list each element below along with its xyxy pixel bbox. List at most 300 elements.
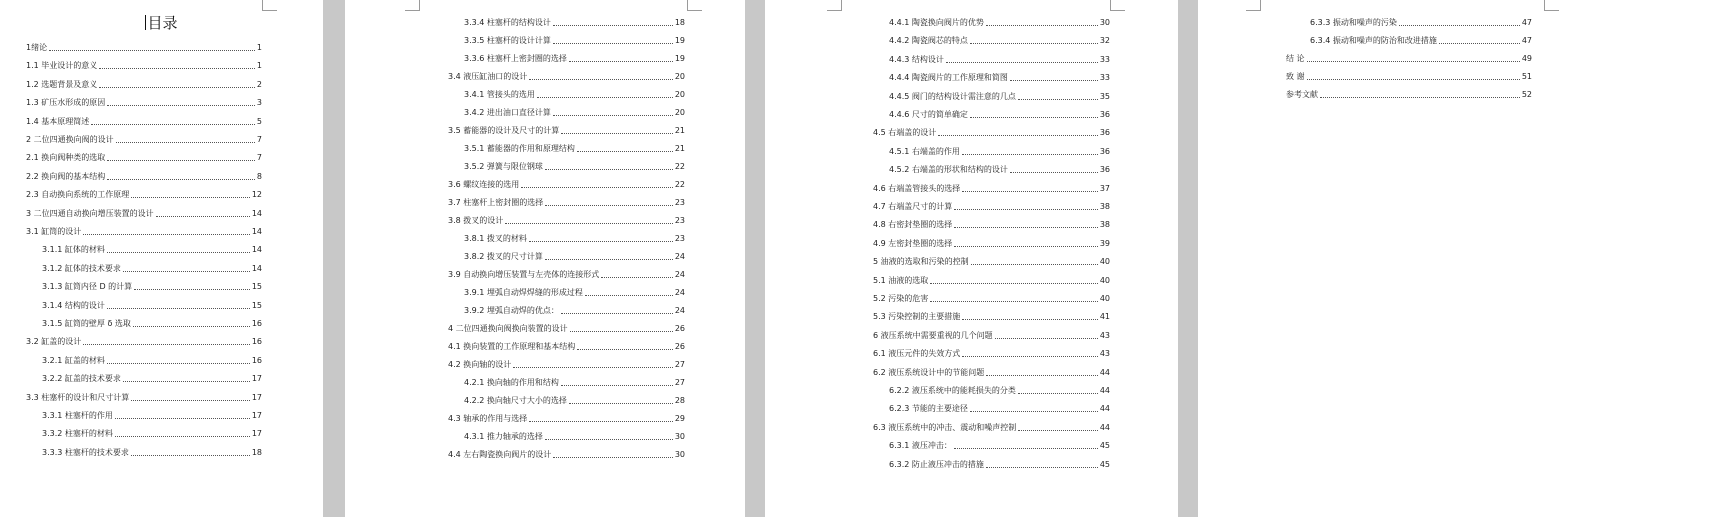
toc-entry[interactable] bbox=[26, 42, 262, 53]
toc-dot-leader bbox=[91, 124, 255, 125]
toc-entry-title: 3.3.2 柱塞杆的材料 bbox=[42, 429, 113, 438]
toc-entry-title: 5.1 油液的选取 bbox=[873, 276, 929, 285]
toc-entry-title: 3.1.2 缸体的技术要求 bbox=[42, 264, 121, 273]
toc-entry-page-number: 19 bbox=[674, 54, 685, 63]
toc-entry-page-number: 14 bbox=[251, 264, 262, 273]
toc-dot-leader bbox=[986, 25, 1098, 26]
toc-entry[interactable] bbox=[889, 17, 1110, 28]
toc-entry-page-number: 40 bbox=[1099, 294, 1110, 303]
toc-entry[interactable] bbox=[448, 413, 685, 424]
toc-dot-leader bbox=[954, 448, 1098, 449]
toc-dot-leader bbox=[970, 117, 1098, 118]
page-gap bbox=[1178, 0, 1198, 517]
toc-entry[interactable] bbox=[464, 377, 685, 388]
toc-entry[interactable] bbox=[889, 459, 1110, 470]
toc-dot-leader bbox=[1010, 80, 1098, 81]
toc-entry[interactable] bbox=[42, 447, 262, 458]
toc-dot-leader bbox=[99, 68, 255, 69]
toc-entry-title: 4.5.1 右端盖的作用 bbox=[889, 147, 960, 156]
toc-entry-page-number: 27 bbox=[674, 360, 685, 369]
toc-entry[interactable] bbox=[26, 116, 262, 127]
toc-entry-title: 3.3.4 柱塞杆的结构设计 bbox=[464, 18, 551, 27]
toc-dot-leader bbox=[1320, 97, 1520, 98]
toc-entry-page-number: 22 bbox=[674, 162, 685, 171]
toc-entry[interactable] bbox=[873, 293, 1110, 304]
toc-entry-title: 4.9 左密封垫圈的选择 bbox=[873, 239, 953, 248]
toc-entry[interactable] bbox=[1286, 53, 1532, 64]
toc-dot-leader bbox=[131, 455, 250, 456]
toc-entry-title: 6.2 液压系统设计中的节能问题 bbox=[873, 368, 985, 377]
toc-entry[interactable] bbox=[464, 53, 685, 64]
toc-entry-title: 5.2 污染的危害 bbox=[873, 294, 929, 303]
toc-entry-page-number: 2 bbox=[256, 80, 262, 89]
toc-entry-title: 6.3 液压系统中的冲击、震动和噪声控制 bbox=[873, 423, 1017, 432]
toc-entry-page-number: 17 bbox=[251, 393, 262, 402]
toc-entry-page-number: 14 bbox=[251, 227, 262, 236]
toc-entry-page-number: 21 bbox=[674, 126, 685, 135]
toc-dot-leader bbox=[131, 197, 250, 198]
toc-dot-leader bbox=[577, 151, 673, 152]
toc-entry[interactable] bbox=[42, 244, 262, 255]
toc-entry-title: 1.3 矿压水形成的原因 bbox=[26, 98, 106, 107]
toc-entry[interactable] bbox=[448, 341, 685, 352]
toc-entry[interactable] bbox=[42, 410, 262, 421]
toc-entry[interactable] bbox=[26, 336, 262, 347]
toc-entry[interactable] bbox=[889, 164, 1110, 175]
toc-dot-leader bbox=[954, 246, 1098, 247]
toc-entry-page-number: 14 bbox=[251, 209, 262, 218]
toc-entry[interactable] bbox=[464, 107, 685, 118]
toc-entry-page-number: 5 bbox=[256, 117, 262, 126]
toc-dot-leader bbox=[115, 436, 250, 437]
toc-dot-leader bbox=[529, 241, 673, 242]
toc-dot-leader bbox=[107, 363, 250, 364]
toc-entry-page-number: 23 bbox=[674, 234, 685, 243]
margin-corner-mark bbox=[1544, 0, 1559, 11]
toc-entry-title: 3.3.1 柱塞杆的作用 bbox=[42, 411, 113, 420]
toc-dot-leader bbox=[561, 313, 673, 314]
document-page-3 bbox=[765, 0, 1178, 517]
toc-entry-title: 3.5 蓄能器的设计及尺寸的计算 bbox=[448, 126, 560, 135]
toc-entry-title: 6.2.2 液压系统中的能耗损失的分类 bbox=[889, 386, 1016, 395]
toc-entry[interactable] bbox=[889, 109, 1110, 120]
toc-dot-leader bbox=[529, 421, 673, 422]
toc-entry[interactable] bbox=[464, 35, 685, 46]
toc-entry[interactable] bbox=[26, 60, 262, 71]
toc-entry-title: 3.8 拨叉的设计 bbox=[448, 216, 504, 225]
toc-entry-title: 1.1 毕业设计的意义 bbox=[26, 61, 98, 70]
toc-entry-page-number: 49 bbox=[1521, 54, 1532, 63]
margin-corner-mark bbox=[405, 0, 420, 11]
toc-entry[interactable] bbox=[448, 359, 685, 370]
toc-entry[interactable] bbox=[42, 355, 262, 366]
toc-entry-page-number: 12 bbox=[251, 190, 262, 199]
toc-entry[interactable] bbox=[448, 323, 685, 334]
toc-entry-page-number: 35 bbox=[1099, 92, 1110, 101]
toc-entry-title: 1.4 基本原理简述 bbox=[26, 117, 90, 126]
toc-entry-page-number: 20 bbox=[674, 72, 685, 81]
toc-entry[interactable] bbox=[873, 311, 1110, 322]
document-page-2 bbox=[345, 0, 745, 517]
toc-entry-title: 3.3.6 柱塞杆上密封圈的选择 bbox=[464, 54, 567, 63]
toc-entry[interactable] bbox=[1310, 17, 1532, 28]
page-gap bbox=[745, 0, 765, 517]
toc-entry-title: 4.4.5 阀门的结构设计需注意的几点 bbox=[889, 92, 1016, 101]
toc-entry-page-number: 24 bbox=[674, 270, 685, 279]
toc-entry-page-number: 22 bbox=[674, 180, 685, 189]
toc-entry[interactable] bbox=[889, 440, 1110, 451]
toc-dot-leader bbox=[1307, 61, 1520, 62]
toc-entry-page-number: 19 bbox=[674, 36, 685, 45]
toc-entry-page-number: 26 bbox=[674, 342, 685, 351]
toc-entry-title: 3.3.3 柱塞杆的技术要求 bbox=[42, 448, 129, 457]
toc-entry[interactable] bbox=[873, 275, 1110, 286]
toc-entry[interactable] bbox=[464, 395, 685, 406]
toc-dot-leader bbox=[545, 439, 673, 440]
toc-entry-page-number: 51 bbox=[1521, 72, 1532, 81]
toc-entry[interactable] bbox=[464, 305, 685, 316]
toc-entry[interactable] bbox=[873, 330, 1110, 341]
toc-dot-leader bbox=[545, 169, 673, 170]
toc-dot-leader bbox=[1307, 79, 1520, 80]
toc-entry-page-number: 44 bbox=[1099, 404, 1110, 413]
toc-entry-title: 3.3 柱塞杆的设计和尺寸计算 bbox=[26, 393, 130, 402]
toc-entry[interactable] bbox=[889, 146, 1110, 157]
toc-dot-leader bbox=[1010, 172, 1098, 173]
toc-dot-leader bbox=[569, 403, 673, 404]
toc-entry[interactable] bbox=[464, 287, 685, 298]
toc-entry[interactable] bbox=[42, 318, 262, 329]
toc-entry-title: 6.2.3 节能的主要途径 bbox=[889, 404, 968, 413]
toc-dot-leader bbox=[971, 264, 1098, 265]
toc-dot-leader bbox=[505, 223, 673, 224]
toc-dot-leader bbox=[49, 50, 255, 51]
toc-dot-leader bbox=[561, 133, 673, 134]
toc-entry[interactable] bbox=[448, 179, 685, 190]
toc-entry-page-number: 24 bbox=[674, 288, 685, 297]
toc-dot-leader bbox=[1018, 393, 1098, 394]
toc-dot-leader bbox=[1018, 99, 1098, 100]
toc-entry[interactable] bbox=[448, 125, 685, 136]
toc-entry[interactable] bbox=[873, 238, 1110, 249]
toc-entry-page-number: 40 bbox=[1099, 276, 1110, 285]
toc-entry-page-number: 36 bbox=[1099, 147, 1110, 156]
toc-dot-leader bbox=[930, 301, 1098, 302]
toc-dot-leader bbox=[585, 295, 673, 296]
toc-entry-page-number: 30 bbox=[1099, 18, 1110, 27]
toc-entry-page-number: 18 bbox=[251, 448, 262, 457]
toc-dot-leader bbox=[553, 115, 673, 116]
toc-entry-page-number: 1 bbox=[256, 43, 262, 52]
toc-entry[interactable] bbox=[889, 35, 1110, 46]
toc-entry-title: 3.2.2 缸盖的技术要求 bbox=[42, 374, 121, 383]
toc-entry[interactable] bbox=[26, 171, 262, 182]
toc-entry-title: 6 液压系统中需要重视的几个问题 bbox=[873, 331, 993, 340]
toc-entry-page-number: 26 bbox=[674, 324, 685, 333]
margin-corner-mark bbox=[1110, 0, 1125, 11]
toc-entry-title: 3.8.1 拨叉的材料 bbox=[464, 234, 527, 243]
toc-entry-page-number: 36 bbox=[1099, 165, 1110, 174]
toc-dot-leader bbox=[107, 160, 255, 161]
toc-entry-title: 6.3.1 液压冲击： bbox=[889, 441, 952, 450]
toc-dot-leader bbox=[131, 400, 250, 401]
toc-entry-title: 3.9.1 埋弧自动焊焊缝的形成过程 bbox=[464, 288, 583, 297]
toc-entry[interactable] bbox=[26, 189, 262, 200]
toc-entry[interactable] bbox=[26, 208, 262, 219]
toc-entry[interactable] bbox=[26, 97, 262, 108]
toc-entry-title: 1绪论 bbox=[26, 43, 48, 52]
toc-entry-page-number: 20 bbox=[674, 108, 685, 117]
toc-dot-leader bbox=[107, 105, 255, 106]
toc-entry-page-number: 36 bbox=[1099, 128, 1110, 137]
toc-entry-page-number: 15 bbox=[251, 301, 262, 310]
toc-dot-leader bbox=[513, 367, 673, 368]
toc-dot-leader bbox=[553, 25, 673, 26]
toc-entry-page-number: 7 bbox=[256, 153, 262, 162]
toc-entry-page-number: 17 bbox=[251, 429, 262, 438]
toc-dot-leader bbox=[577, 349, 673, 350]
toc-entry-page-number: 28 bbox=[674, 396, 685, 405]
toc-entry-page-number: 36 bbox=[1099, 110, 1110, 119]
toc-entry[interactable] bbox=[26, 79, 262, 90]
toc-entry-page-number: 33 bbox=[1099, 73, 1110, 82]
toc-entry-title: 4.4.3 结构设计 bbox=[889, 55, 944, 64]
toc-entry-title: 2 二位四通换向阀的设计 bbox=[26, 135, 114, 144]
toc-entry-title: 3.1.3 缸筒内径 D 的计算 bbox=[42, 282, 133, 291]
toc-dot-leader bbox=[545, 259, 673, 260]
toc-entry-title: 4.2.1 换向轴的作用和结构 bbox=[464, 378, 559, 387]
toc-entry[interactable] bbox=[448, 71, 685, 82]
toc-entry-page-number: 21 bbox=[674, 144, 685, 153]
toc-entry-title: 3.4.1 管接头的选用 bbox=[464, 90, 535, 99]
toc-entry-page-number: 52 bbox=[1521, 90, 1532, 99]
toc-dot-leader bbox=[99, 87, 255, 88]
toc-dot-leader bbox=[569, 61, 673, 62]
toc-entry-page-number: 44 bbox=[1099, 386, 1110, 395]
toc-dot-leader bbox=[1018, 430, 1098, 431]
toc-entry-title: 3 二位四通自动换向增压装置的设计 bbox=[26, 209, 154, 218]
toc-entry[interactable] bbox=[873, 201, 1110, 212]
toc-entry[interactable] bbox=[873, 127, 1110, 138]
toc-entry-page-number: 43 bbox=[1099, 349, 1110, 358]
toc-entry-page-number: 16 bbox=[251, 337, 262, 346]
toc-entry-page-number: 30 bbox=[674, 450, 685, 459]
toc-dot-leader bbox=[134, 289, 250, 290]
toc-dot-leader bbox=[970, 411, 1098, 412]
toc-entry[interactable] bbox=[26, 152, 262, 163]
toc-entry-page-number: 30 bbox=[674, 432, 685, 441]
toc-entry[interactable] bbox=[889, 385, 1110, 396]
toc-entry-title: 4.4.1 陶瓷换向阀片的优势 bbox=[889, 18, 984, 27]
toc-dot-leader bbox=[521, 187, 673, 188]
toc-entry-title: 4.2.2 换向轴尺寸大小的选择 bbox=[464, 396, 567, 405]
toc-dot-leader bbox=[962, 154, 1098, 155]
toc-entry-title: 3.4 液压缸油口的设计 bbox=[448, 72, 528, 81]
toc-entry-page-number: 37 bbox=[1099, 184, 1110, 193]
toc-entry-title: 4.3 轴承的作用与选择 bbox=[448, 414, 528, 423]
toc-entry[interactable] bbox=[464, 143, 685, 154]
toc-entry-title: 4.1 换向装置的工作原理和基本结构 bbox=[448, 342, 576, 351]
toc-dot-leader bbox=[537, 97, 673, 98]
toc-entry-title: 3.1.4 结构的设计 bbox=[42, 301, 105, 310]
document-page-1 bbox=[0, 0, 323, 517]
toc-entry-title: 5 油液的选取和污染的控制 bbox=[873, 257, 969, 266]
toc-dot-leader bbox=[133, 326, 250, 327]
toc-entry-page-number: 44 bbox=[1099, 368, 1110, 377]
toc-entry-page-number: 38 bbox=[1099, 220, 1110, 229]
toc-dot-leader bbox=[954, 209, 1098, 210]
toc-entry-title: 4.4.2 陶瓷阀芯的特点 bbox=[889, 36, 968, 45]
toc-entry[interactable] bbox=[448, 215, 685, 226]
toc-entry-title: 结 论 bbox=[1286, 54, 1305, 63]
toc-entry-page-number: 8 bbox=[256, 172, 262, 181]
toc-entry[interactable] bbox=[1286, 89, 1532, 100]
toc-entry[interactable] bbox=[42, 300, 262, 311]
margin-corner-mark bbox=[687, 0, 702, 11]
toc-dot-leader bbox=[570, 331, 673, 332]
toc-entry-title: 6.1 液压元件的失效方式 bbox=[873, 349, 961, 358]
toc-dot-leader bbox=[107, 252, 250, 253]
toc-entry-title: 参考文献 bbox=[1286, 90, 1318, 99]
toc-entry[interactable] bbox=[448, 197, 685, 208]
toc-entry-page-number: 29 bbox=[674, 414, 685, 423]
toc-dot-leader bbox=[156, 216, 250, 217]
toc-entry-title: 2.3 自动换向系统的工作原理 bbox=[26, 190, 130, 199]
toc-dot-leader bbox=[115, 418, 250, 419]
toc-entry[interactable] bbox=[26, 134, 262, 145]
toc-dot-leader bbox=[995, 338, 1098, 339]
toc-entry-title: 3.1 缸筒的设计 bbox=[26, 227, 82, 236]
toc-entry-title: 4.4 左右陶瓷换向阀片的设计 bbox=[448, 450, 552, 459]
toc-dot-leader bbox=[601, 277, 673, 278]
toc-entry-title: 3.9.2 埋弧自动焊的优点： bbox=[464, 306, 559, 315]
toc-entry-page-number: 24 bbox=[674, 306, 685, 315]
toc-dot-leader bbox=[954, 227, 1098, 228]
toc-dot-leader bbox=[962, 319, 1098, 320]
toc-entry-page-number: 18 bbox=[674, 18, 685, 27]
toc-entry[interactable] bbox=[464, 89, 685, 100]
toc-entry[interactable] bbox=[889, 91, 1110, 102]
toc-entry-title: 2.1 换向阀种类的选取 bbox=[26, 153, 106, 162]
toc-entry-page-number: 16 bbox=[251, 356, 262, 365]
toc-entry-title: 6.3.2 防止液压冲击的措施 bbox=[889, 460, 984, 469]
toc-entry-title: 6.3.3 振动和噪声的污染 bbox=[1310, 18, 1397, 27]
toc-dot-leader bbox=[553, 43, 673, 44]
toc-entry[interactable] bbox=[26, 392, 262, 403]
toc-entry[interactable] bbox=[464, 17, 685, 28]
toc-entry-page-number: 45 bbox=[1099, 441, 1110, 450]
toc-entry-title: 4.7 右端盖尺寸的计算 bbox=[873, 202, 953, 211]
toc-entry-page-number: 40 bbox=[1099, 257, 1110, 266]
toc-entry[interactable] bbox=[464, 431, 685, 442]
toc-dot-leader bbox=[930, 283, 1098, 284]
toc-entry-page-number: 14 bbox=[251, 245, 262, 254]
toc-dot-leader bbox=[1399, 25, 1520, 26]
toc-dot-leader bbox=[1439, 43, 1520, 44]
toc-dot-leader bbox=[946, 62, 1098, 63]
toc-entry[interactable] bbox=[889, 54, 1110, 65]
toc-entry[interactable] bbox=[42, 281, 262, 292]
toc-title-text: 目录 bbox=[147, 14, 178, 32]
toc-dot-leader bbox=[116, 142, 255, 143]
toc-entry-title: 3.5.2 弹簧与限位钢球 bbox=[464, 162, 543, 171]
toc-entry[interactable] bbox=[873, 219, 1110, 230]
toc-entry-page-number: 39 bbox=[1099, 239, 1110, 248]
toc-entry[interactable] bbox=[42, 373, 262, 384]
toc-entry-title: 3.5.1 蓄能器的作用和原理结构 bbox=[464, 144, 575, 153]
toc-entry-page-number: 23 bbox=[674, 216, 685, 225]
toc-entry-title: 6.3.4 振动和噪声的防治和改进措施 bbox=[1310, 36, 1437, 45]
toc-dot-leader bbox=[970, 43, 1098, 44]
toc-entry[interactable] bbox=[873, 422, 1110, 433]
toc-entry[interactable] bbox=[889, 403, 1110, 414]
page-gap bbox=[323, 0, 345, 517]
toc-entry[interactable] bbox=[873, 256, 1110, 267]
toc-entry-title: 3.3.5 柱塞杆的设计计算 bbox=[464, 36, 551, 45]
toc-entry-title: 4.8 右密封垫圈的选择 bbox=[873, 220, 953, 229]
toc-dot-leader bbox=[529, 79, 673, 80]
toc-entry-title: 3.6 螺纹连接的选用 bbox=[448, 180, 520, 189]
toc-entry-page-number: 47 bbox=[1521, 36, 1532, 45]
toc-entry-title: 4.5.2 右端盖的形状和结构的设计 bbox=[889, 165, 1008, 174]
toc-dot-leader bbox=[545, 205, 673, 206]
toc-dot-leader bbox=[83, 234, 250, 235]
toc-entry-title: 3.1.1 缸体的材料 bbox=[42, 245, 105, 254]
toc-entry-title: 5.3 污染控制的主要措施 bbox=[873, 312, 961, 321]
toc-entry-page-number: 1 bbox=[256, 61, 262, 70]
toc-entry-page-number: 3 bbox=[256, 98, 262, 107]
toc-entry-page-number: 16 bbox=[251, 319, 262, 328]
toc-entry-title: 3.8.2 拨叉的尺寸计算 bbox=[464, 252, 543, 261]
toc-entry[interactable] bbox=[464, 251, 685, 262]
toc-entry[interactable] bbox=[873, 348, 1110, 359]
toc-entry-title: 致 谢 bbox=[1286, 72, 1305, 81]
toc-entry[interactable] bbox=[42, 263, 262, 274]
toc-entry[interactable] bbox=[448, 449, 685, 460]
toc-entry-title: 1.2 选题背景及意义 bbox=[26, 80, 98, 89]
toc-entry[interactable] bbox=[1286, 71, 1532, 82]
toc-entry[interactable] bbox=[889, 72, 1110, 83]
toc-entry-page-number: 23 bbox=[674, 198, 685, 207]
toc-entry-page-number: 17 bbox=[251, 374, 262, 383]
toc-entry-page-number: 38 bbox=[1099, 202, 1110, 211]
toc-entry-page-number: 15 bbox=[251, 282, 262, 291]
toc-dot-leader bbox=[107, 179, 255, 180]
margin-corner-mark bbox=[1246, 0, 1261, 11]
toc-entry[interactable] bbox=[42, 428, 262, 439]
toc-dot-leader bbox=[938, 135, 1098, 136]
toc-entry[interactable] bbox=[464, 233, 685, 244]
toc-entry[interactable] bbox=[873, 183, 1110, 194]
toc-entry-title: 3.7 柱塞杆上密封圈的选择 bbox=[448, 198, 544, 207]
toc-entry-title: 4.4.4 陶瓷阀片的工作原理和简图 bbox=[889, 73, 1008, 82]
toc-dot-leader bbox=[561, 385, 673, 386]
toc-entry[interactable] bbox=[1310, 35, 1532, 46]
toc-entry-title: 3.1.5 缸筒的壁厚 δ 选取 bbox=[42, 319, 131, 328]
toc-dot-leader bbox=[962, 191, 1098, 192]
toc-entry-title: 4 二位四通换向阀换向装置的设计 bbox=[448, 324, 568, 333]
toc-entry-title: 3.9 自动换向增压装置与左壳体的连接形式 bbox=[448, 270, 600, 279]
margin-corner-mark bbox=[262, 0, 277, 11]
toc-entry[interactable] bbox=[448, 269, 685, 280]
toc-entry[interactable] bbox=[26, 226, 262, 237]
toc-entry[interactable] bbox=[873, 367, 1110, 378]
toc-entry[interactable] bbox=[464, 161, 685, 172]
toc-dot-leader bbox=[83, 344, 250, 345]
toc-entry-page-number: 43 bbox=[1099, 331, 1110, 340]
toc-dot-leader bbox=[962, 356, 1098, 357]
toc-entry-page-number: 7 bbox=[256, 135, 262, 144]
